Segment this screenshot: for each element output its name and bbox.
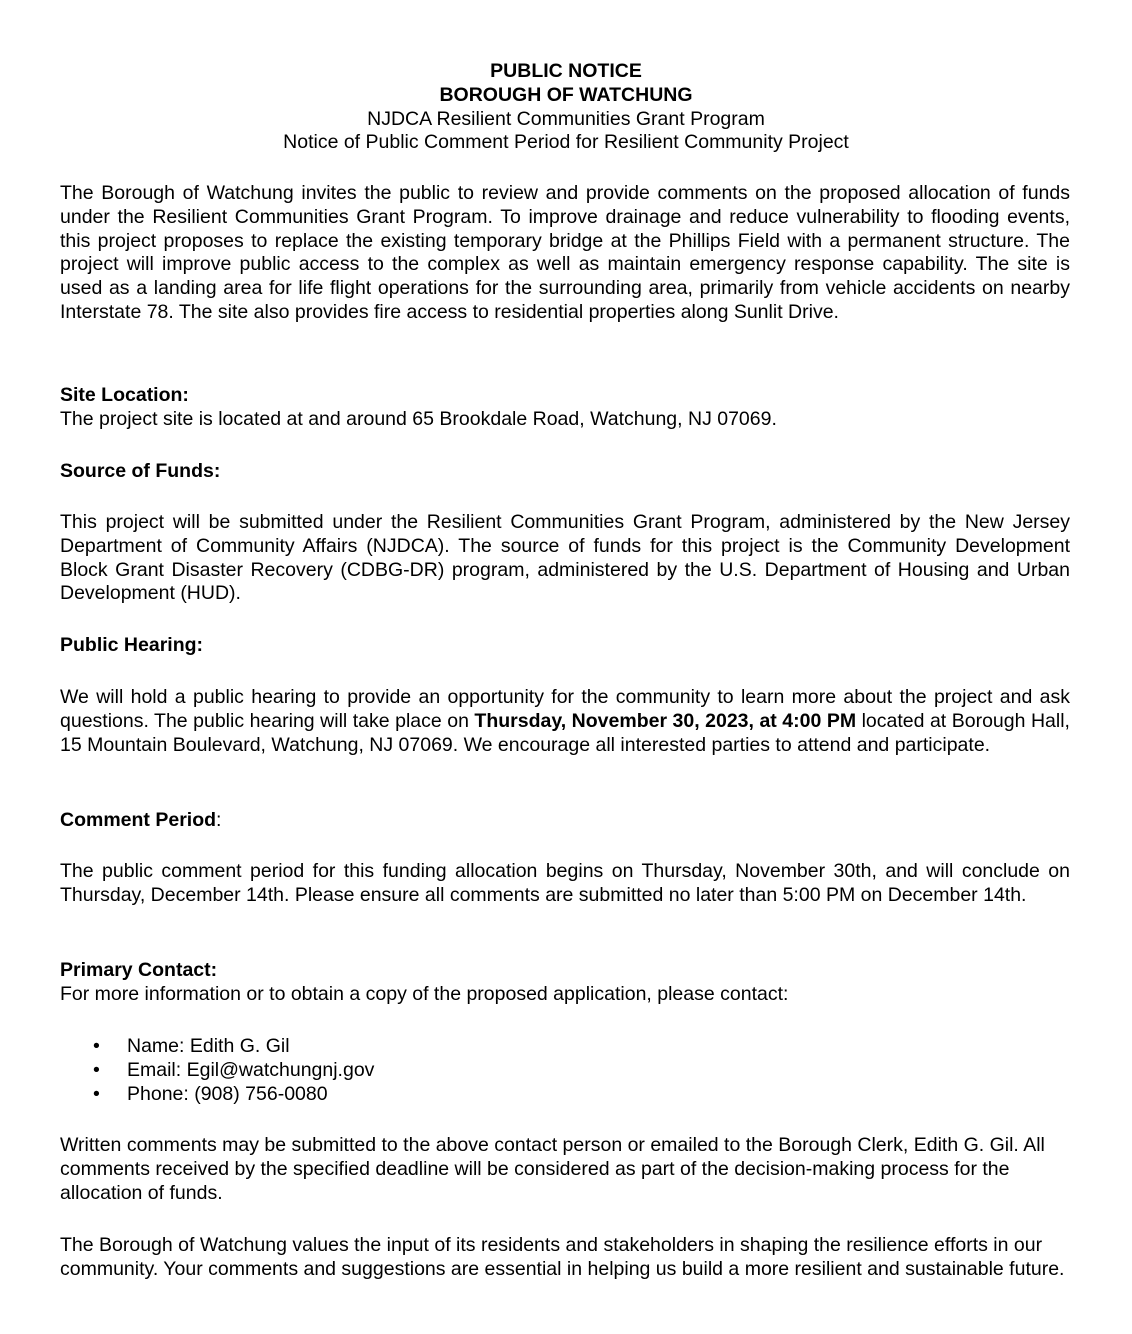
intro-paragraph: The Borough of Watchung invites the public to review and provide comments on the proposed allocation of funds under the Resilient Communities Grant Program. To improve drainage and reduce vulnerability to flooding events, this project proposes to replace the existing temporary bridge at the Phillips Field with a permanent structure. The project will improve public access to the complex as well as maintain emergency response capability. The site is used as a landing area for life flight operations for the surrounding area, primarily from vehicle accidents on nearby Interstate 78. The site also provides fire access to residential properties along Sunlit Drive. bbox=[60, 182, 1070, 323]
borough-name: BOROUGH OF WATCHUNG bbox=[439, 83, 693, 106]
contact-phone: Phone: (908) 756-0080 bbox=[127, 1083, 328, 1105]
contact-email: Email: Egil@watchungnj.gov bbox=[127, 1059, 375, 1081]
list-item bbox=[60, 1083, 374, 1107]
site-location-section bbox=[60, 384, 1070, 432]
program-name: NJDCA Resilient Communities Grant Program bbox=[367, 107, 765, 130]
public-hearing-text bbox=[60, 686, 1070, 757]
notice-header bbox=[0, 60, 1132, 155]
list-item bbox=[60, 1035, 374, 1059]
closing-paragraph: The Borough of Watchung values the input of its residents and stakeholders in shaping the resilience efforts in our community. Your comments and suggestions are essential in helping us build a more resilient and sustainable future. bbox=[60, 1234, 1065, 1280]
bullet-icon: • bbox=[93, 1059, 100, 1081]
written-comments-paragraph: Written comments may be submitted to the above contact person or emailed to the Borough Clerk, Edith G. Gil. All comments received by the specified deadline will be considered as part of the decision-making process for the allocation of funds. bbox=[60, 1134, 1045, 1204]
site-location-heading: Site Location: bbox=[60, 384, 189, 406]
comment-period-heading-suffix: : bbox=[216, 809, 222, 831]
public-hearing-text-after: located at Borough Hall, 15 Mountain Boulevard, Watchung, NJ 07069. We encourage all interested parties to attend and participate. bbox=[60, 709, 1070, 756]
site-location-text: The project site is located at and around 65 Brookdale Road, Watchung, NJ 07069. bbox=[60, 407, 777, 430]
notice-title: PUBLIC NOTICE bbox=[490, 60, 642, 82]
public-hearing-datetime: Thursday, November 30, 2023, at 4:00 PM bbox=[474, 709, 857, 732]
comment-period-text: The public comment period for this funding allocation begins on Thursday, November 30th, and will conclude on Thursday, December 14th. Please ensure all comments are submitted no later than 5:00 PM on December 14th. bbox=[60, 860, 1070, 906]
source-of-funds-heading: Source of Funds: bbox=[60, 460, 221, 482]
bullet-icon: • bbox=[93, 1083, 100, 1105]
source-of-funds-text: This project will be submitted under the Resilient Communities Grant Program, administered by the New Jersey Department of Community Affairs (NJDCA). The source of funds for this project is the Community Development Block Grant Disaster Recovery (CDBG-DR) program, administered by the U.S. Department of Housing and Urban Development (HUD). bbox=[60, 511, 1070, 605]
public-hearing-heading: Public Hearing: bbox=[60, 634, 204, 656]
public-hearing-text-before: We will hold a public hearing to provide an opportunity for the community to learn more about the project and ask questions. The public hearing will take place on bbox=[60, 686, 1070, 732]
list-item bbox=[60, 1059, 374, 1083]
primary-contact-intro: For more information or to obtain a copy of the proposed application, please contact: bbox=[60, 982, 789, 1005]
contact-list bbox=[60, 1035, 374, 1107]
primary-contact-section bbox=[60, 959, 1070, 1007]
notice-subtitle: Notice of Public Comment Period for Resilient Community Project bbox=[283, 131, 849, 154]
contact-name: Name: Edith G. Gil bbox=[127, 1035, 290, 1057]
comment-period-heading-line bbox=[60, 809, 1070, 833]
comment-period-heading: Comment Period bbox=[60, 809, 217, 831]
primary-contact-heading: Primary Contact: bbox=[60, 959, 218, 981]
bullet-icon: • bbox=[93, 1035, 100, 1057]
